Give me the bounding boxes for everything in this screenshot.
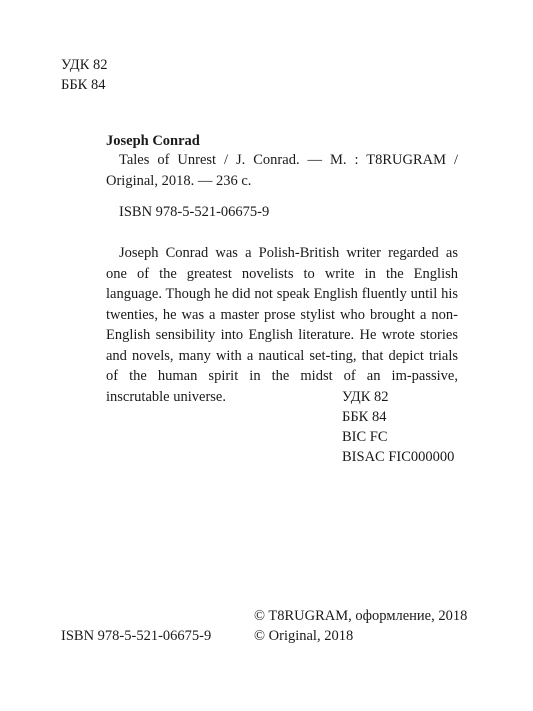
author-name: Joseph Conrad <box>106 133 200 149</box>
isbn-record: ISBN 978-5-521-06675-9 <box>119 204 270 220</box>
bic-code: BIC FC <box>342 429 388 445</box>
udk-code-right: УДК 82 <box>342 389 389 405</box>
annotation-paragraph: Joseph Conrad was a Polish-British writer regarded as one of the greatest novelists to write in the English language. Though he did not speak English fluently until his twenties, he was a master prose stylist who brought a non-English sensibility into English literature. He wrote stories and novels, many with a nautical set-ting, that depict trials of the human spirit in the midst of an im-passive, inscrutable universe. <box>106 245 458 405</box>
bbk-code: ББК 84 <box>61 77 106 93</box>
bibliographic-entry: Tales of Unrest / J. Conrad. — M. : T8RUGRAM / Original, 2018. — 236 с. <box>106 152 458 189</box>
copyright-design: © T8RUGRAM, оформление, 2018 <box>254 608 468 624</box>
bbk-code-right: ББК 84 <box>342 409 387 425</box>
bisac-code: BISAC FIC000000 <box>342 449 455 465</box>
copyright-original: © Original, 2018 <box>254 628 354 644</box>
udk-code: УДК 82 <box>61 57 108 73</box>
footer-isbn: ISBN 978-5-521-06675-9 <box>61 628 212 644</box>
